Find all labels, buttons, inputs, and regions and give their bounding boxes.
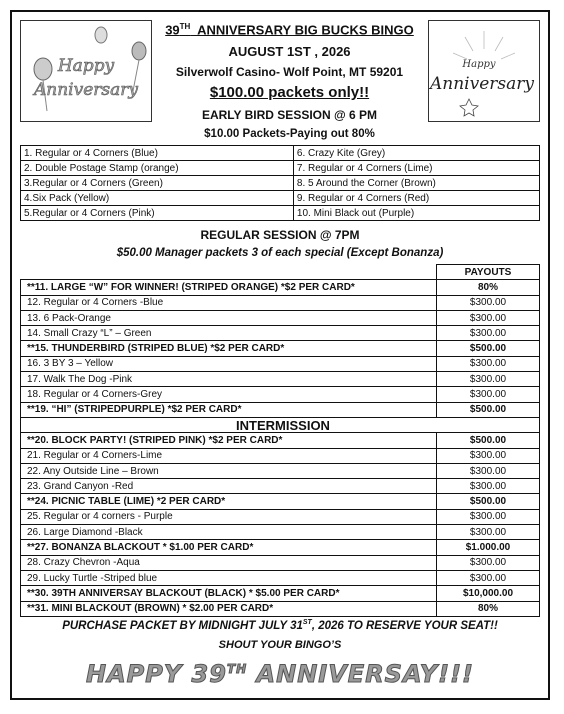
early-bird-session: EARLY BIRD SESSION @ 6 PM (201, 108, 378, 122)
purchase-deadline: PURCHASE PACKET BY MIDNIGHT JULY 31ST, 2026 TO RESERVE YOUR SEAT!! (62, 619, 498, 632)
game-cell: 2. Double Postage Stamp (orange) (21, 161, 294, 176)
payout-value: $500.00 (437, 341, 540, 356)
table-row (21, 555, 540, 570)
event-venue: Silverwolf Casino- Wolf Point, MT 59201 (175, 65, 404, 79)
table-row (21, 570, 540, 585)
game-name: 22. Any Outside Line – Brown (21, 463, 437, 478)
payout-value: $300.00 (437, 448, 540, 463)
game-name: 13. 6 Pack-Orange (21, 310, 437, 325)
table-row (21, 176, 540, 191)
table-row (21, 402, 540, 417)
game-name: **31. MINI BLACKOUT (BROWN) * $2.00 PER CARD* (21, 601, 437, 616)
game-name: 14. Small Crazy “L” – Green (21, 326, 437, 341)
table-row (21, 206, 540, 221)
table-row (21, 586, 540, 601)
regular-session-subtitle: $50.00 Manager packets 3 of each special (Except Bonanza) (116, 247, 444, 259)
payout-value: $500.00 (437, 402, 540, 417)
regular-games-table (20, 264, 540, 617)
game-cell: 1. Regular or 4 Corners (Blue) (21, 146, 294, 161)
payout-value: $300.00 (437, 295, 540, 310)
game-cell: 9. Regular or 4 Corners (Red) (293, 191, 539, 206)
game-cell: 6. Crazy Kite (Grey) (293, 146, 539, 161)
game-name: **15. THUNDERBIRD (STRIPED BLUE) *$2 PER CARD* (21, 341, 437, 356)
star-icon (460, 99, 478, 116)
payout-value: $300.00 (437, 310, 540, 325)
blank-header-cell (21, 265, 437, 280)
payout-value: $300.00 (437, 372, 540, 387)
game-name: 12. Regular or 4 Corners -Blue (21, 295, 437, 310)
event-date: AUGUST 1ST , 2026 (228, 44, 351, 59)
table-row (21, 372, 540, 387)
happy-anniversary-logo-right (428, 20, 540, 122)
game-cell: 3.Regular or 4 Corners (Green) (21, 176, 294, 191)
payout-value: $300.00 (437, 509, 540, 524)
payout-value: $300.00 (437, 326, 540, 341)
payout-value: $300.00 (437, 525, 540, 540)
payout-value: $300.00 (437, 479, 540, 494)
game-name: **19. “HI” (STRIPEDPURPLE) *$2 PER CARD* (21, 402, 437, 417)
early-bird-packets: $10.00 Packets-Paying out 80% (204, 128, 375, 140)
logo-right-line1: Happy (462, 59, 496, 70)
game-name: 18. Regular or 4 Corners-Grey (21, 387, 437, 402)
table-row (21, 525, 540, 540)
table-row (21, 479, 540, 494)
intermission-label: INTERMISSION (21, 417, 540, 432)
table-header-row (21, 265, 540, 280)
logo-right-line2: Anniversary (430, 74, 534, 94)
game-cell: 8. 5 Around the Corner (Brown) (293, 176, 539, 191)
payout-value: $300.00 (437, 463, 540, 478)
game-name: **20. BLOCK PARTY! (STRIPED PINK) *$2 PER CARD* (21, 433, 437, 448)
table-row (21, 494, 540, 509)
payout-value: $300.00 (437, 356, 540, 371)
game-name: 23. Grand Canyon -Red (21, 479, 437, 494)
payout-value: $500.00 (437, 433, 540, 448)
table-row (21, 448, 540, 463)
table-row (21, 310, 540, 325)
table-row (21, 540, 540, 555)
intermission-row (21, 417, 540, 432)
game-name: **27. BONANZA BLACKOUT * $1.00 PER CARD* (21, 540, 437, 555)
table-row (21, 146, 540, 161)
shout-your-bingo: SHOUT YOUR BINGO’S (218, 639, 342, 651)
payout-value: $300.00 (437, 387, 540, 402)
sparkle-icon (429, 21, 539, 121)
game-name: 21. Regular or 4 Corners-Lime (21, 448, 437, 463)
flyer-title: 39TH ANNIVERSARY BIG BUCKS BINGO (165, 22, 414, 38)
table-row (21, 463, 540, 478)
table-row (21, 356, 540, 371)
payouts-header: PAYOUTS (437, 265, 540, 280)
payout-value: $500.00 (437, 494, 540, 509)
logo-left-line2: Anniversary (34, 80, 138, 100)
game-name: 17. Walk The Dog -Pink (21, 372, 437, 387)
payout-value: $300.00 (437, 555, 540, 570)
game-name: 25. Regular or 4 corners - Purple (21, 509, 437, 524)
happy-anniversary-banner: HAPPY 39TH ANNIVERSAY!!! (85, 660, 475, 688)
game-cell: 5.Regular or 4 Corners (Pink) (21, 206, 294, 221)
payout-value: $300.00 (437, 570, 540, 585)
balloons-icon (21, 21, 151, 121)
game-cell: 4.Six Pack (Yellow) (21, 191, 294, 206)
game-name: 16. 3 BY 3 – Yellow (21, 356, 437, 371)
table-row (21, 191, 540, 206)
flyer-frame (10, 10, 550, 700)
logo-left-line1: Happy (57, 56, 115, 76)
table-row (21, 509, 540, 524)
table-row (21, 341, 540, 356)
payout-value: $10,000.00 (437, 586, 540, 601)
game-cell: 7. Regular or 4 Corners (Lime) (293, 161, 539, 176)
game-name: 28. Crazy Chevron -Aqua (21, 555, 437, 570)
early-bird-games-table (20, 145, 540, 221)
happy-anniversary-logo-left (20, 20, 152, 122)
game-name: 29. Lucky Turtle -Striped blue (21, 570, 437, 585)
game-name: **11. LARGE “W” FOR WINNER! (STRIPED ORANGE) *$2 PER CARD* (21, 280, 437, 295)
payout-value: $1.000.00 (437, 540, 540, 555)
game-cell: 10. Mini Black out (Purple) (293, 206, 539, 221)
table-row (21, 295, 540, 310)
payout-value: 80% (437, 280, 540, 295)
table-row (21, 601, 540, 616)
table-row (21, 280, 540, 295)
price-note: $100.00 packets only!! (209, 84, 370, 101)
table-row (21, 161, 540, 176)
game-name: 26. Large Diamond -Black (21, 525, 437, 540)
game-name: **30. 39TH ANNIVERSAY BLACKOUT (BLACK) * $5.00 PER CARD* (21, 586, 437, 601)
game-name: **24. PICNIC TABLE (LIME) *2 PER CARD* (21, 494, 437, 509)
table-row (21, 387, 540, 402)
regular-session-title: REGULAR SESSION @ 7PM (200, 228, 360, 242)
table-row (21, 326, 540, 341)
payout-value: 80% (437, 601, 540, 616)
table-row (21, 433, 540, 448)
